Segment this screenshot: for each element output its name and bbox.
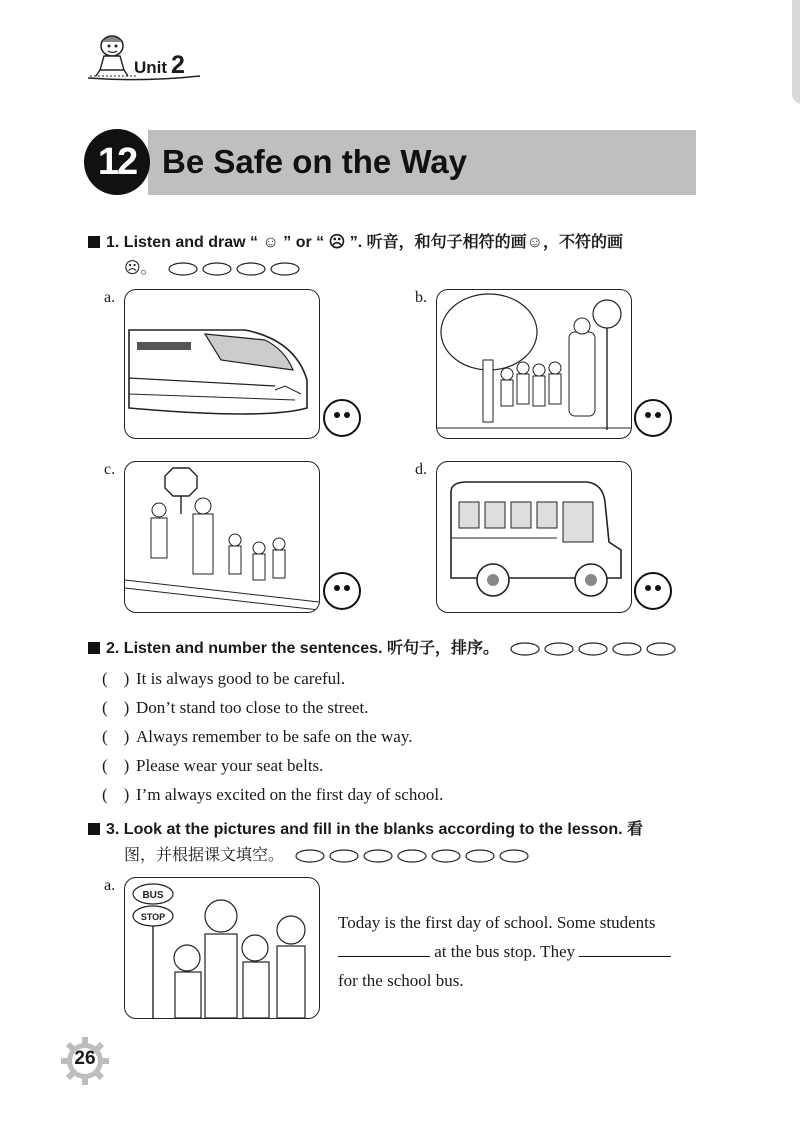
difficulty-stars-icon [509,640,681,658]
bullet-square-icon [88,236,100,248]
sentence-item: ( ) Always remember to be safe on the way. [102,727,413,746]
fill-in-paragraph: Today is the first day of school. Some students at the bus stop. They for the school bus. [338,908,698,995]
item-c-letter: c. [104,461,116,478]
face-draw-icon[interactable] [323,572,361,610]
train-illustration [125,290,319,438]
section1-heading: 1. Listen and draw “ ☺ ” or “ ☹ ”. 听音，和句子相符的画☺，不符的画 [88,231,708,255]
picture-students-bus-stop [124,877,320,1019]
sentence-item: ( ) I’m always excited on the first day of school. [102,785,444,804]
crossing-guard-illustration [125,462,319,612]
picture-school-bus [436,461,632,613]
item-d-letter: d. [415,461,427,478]
page-number: 26 [74,1048,96,1069]
section1-heading-line2: ☹。 [124,256,303,281]
picture-crossing-guard [124,461,320,613]
header-underline [88,74,200,82]
item-3a-letter: a. [104,877,116,894]
section3-heading: 3. Look at the pictures and fill in the blanks according to the lesson. 看 [88,818,708,842]
face-draw-icon[interactable] [634,572,672,610]
mascot-icon [88,32,138,78]
faces-a[interactable] [323,399,361,437]
face-draw-icon[interactable] [634,399,672,437]
faces-b[interactable] [634,399,672,437]
lesson-number: 12 [84,129,150,195]
face-draw-icon[interactable] [323,399,361,437]
faces-c[interactable] [323,572,361,610]
school-bus-illustration [437,462,631,612]
students-bus-stop-illustration [125,878,319,1018]
unit-number: 2 [171,51,185,79]
section3-heading-line2: 图，并根据课文填空。 [124,843,534,868]
unit-label: Unit 2 [134,51,185,79]
difficulty-stars-icon [167,260,303,278]
item-a-letter: a. [104,289,116,306]
sentence-item: ( ) Please wear your seat belts. [102,756,324,775]
picture-train [124,289,320,439]
picture-bus-stop-children [436,289,632,439]
bus-sign-text: BUS [142,890,164,901]
bullet-square-icon [88,823,100,835]
blank-field[interactable] [338,942,430,957]
bus-stop-children-illustration [437,290,631,438]
bullet-square-icon [88,642,100,654]
lesson-title: Be Safe on the Way [162,143,468,180]
difficulty-stars-icon [294,847,534,865]
blank-field[interactable] [579,942,671,957]
stop-sign-text: STOP [140,912,166,922]
sentence-item: ( ) It is always good to be careful. [102,669,346,688]
scrollbar-tab[interactable] [792,0,800,104]
section2-heading: 2. Listen and number the sentences. 听句子，排序。 [88,637,708,661]
sentence-item: ( ) Don’t stand too close to the street. [102,698,369,717]
item-b-letter: b. [415,289,427,306]
faces-d[interactable] [634,572,672,610]
